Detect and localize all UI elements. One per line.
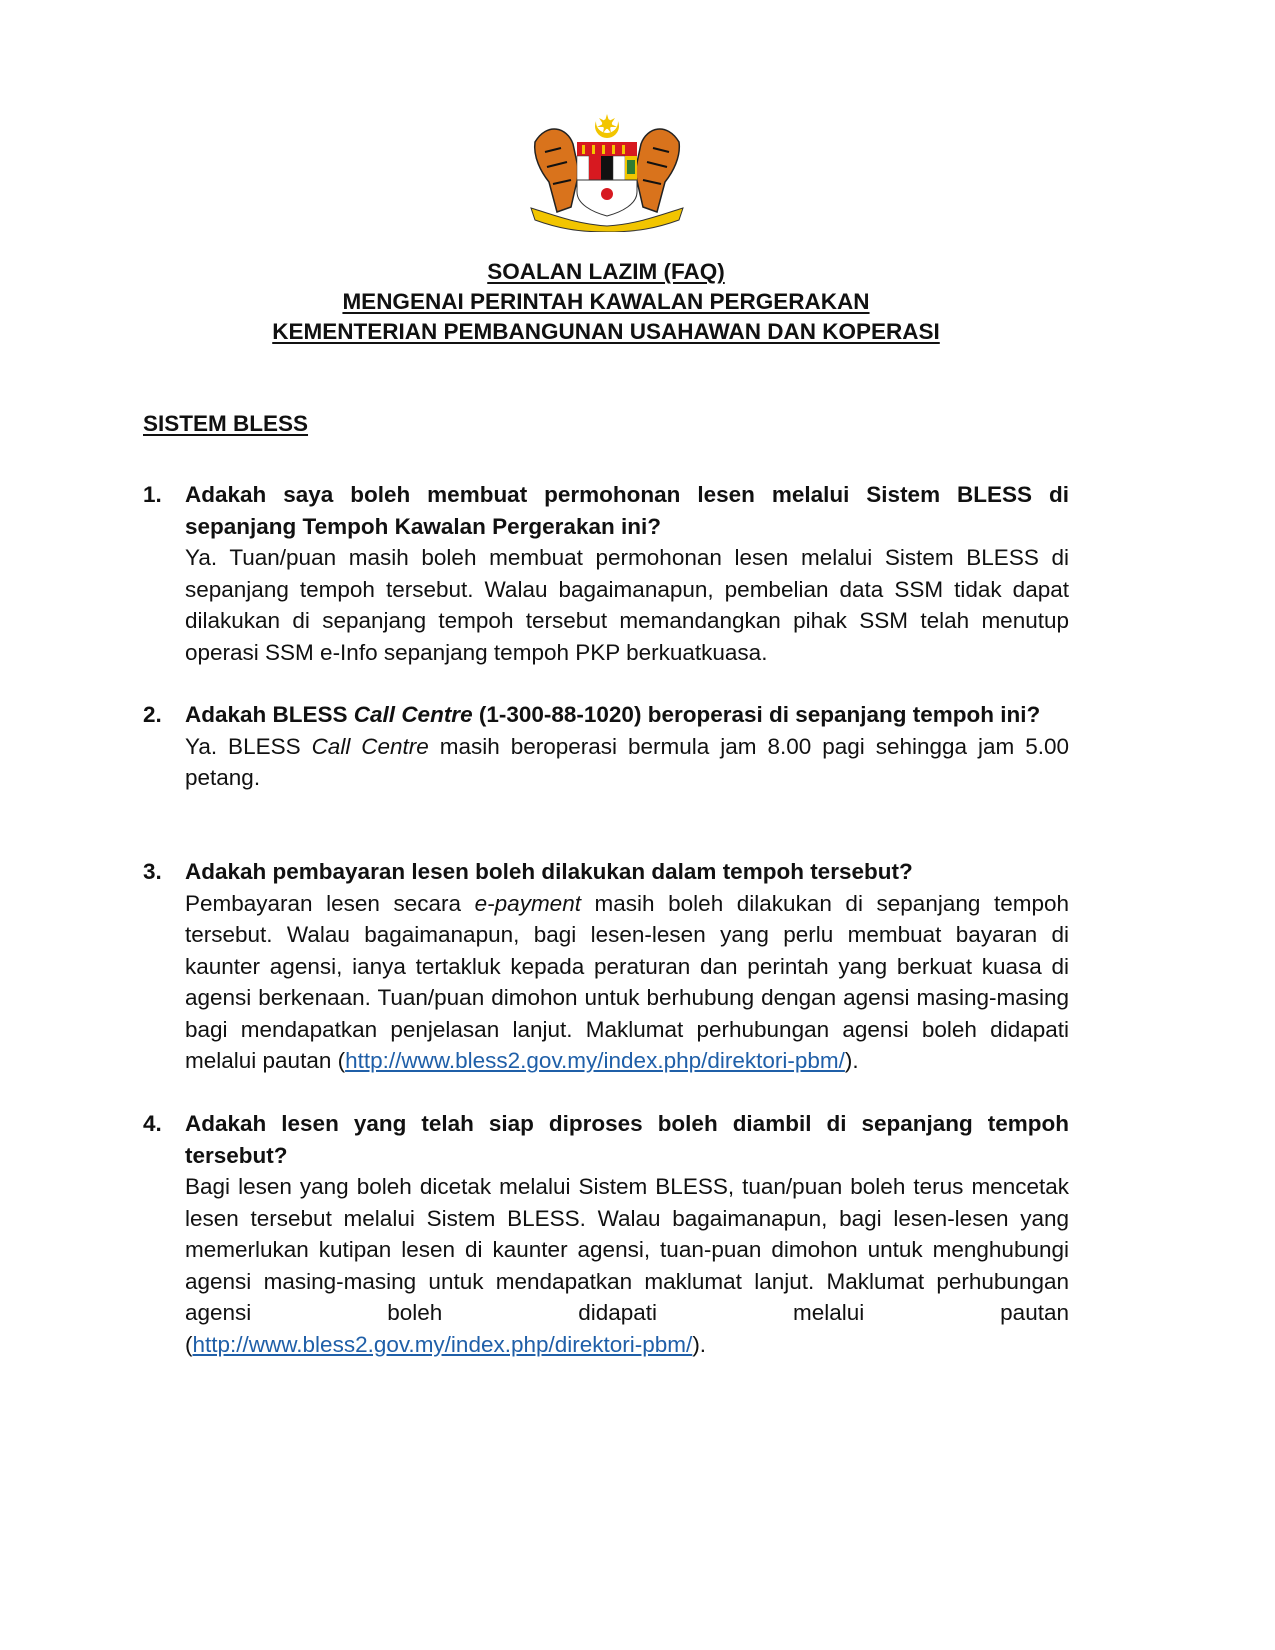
answer-italic: Call Centre	[311, 733, 429, 759]
coat-of-arms-icon	[527, 112, 687, 232]
title-line-2: MENGENAI PERINTAH KAWALAN PERGERAKAN	[342, 289, 870, 314]
answer-text: masih boleh dilakukan di sepanjang tempoh tersebut. Walau bagaimanapun, bagi lesen-lesen yang perlu membuat bayaran di kaunter agensi, ianya tertakluk kepada peraturan dan perintah yang berkuat kuasa di agensi berkenaan. Tuan/puan dimohon untuk berhubung dengan agensi masing-masing bagi mendapatkan penjelasan lanjut. Maklumat perhubungan agensi boleh didapati melalui pautan (	[185, 890, 1070, 1073]
faq-item-4	[143, 1108, 1069, 1360]
faq-answer	[185, 731, 1069, 794]
faq-item-2	[143, 699, 1069, 794]
faq-number: 4.	[143, 1111, 162, 1136]
faq-question: Adakah saya boleh membuat permohonan lesen melalui Sistem BLESS di sepanjang Tempoh Kawalan Pergerakan ini?	[185, 482, 1069, 539]
faq-answer: Ya. Tuan/puan masih boleh membuat permohonan lesen melalui Sistem BLESS di sepanjang tempoh tersebut. Walau bagaimanapun, pembelian data SSM tidak dapat dilakukan di sepanjang tempoh tersebut memandangkan pihak SSM telah menutup operasi SSM e-Info sepanjang tempoh PKP berkuatkuasa.	[185, 545, 1069, 665]
faq-question: Adakah lesen yang telah siap diproses boleh diambil di sepanjang tempoh tersebut?	[185, 1111, 1069, 1168]
faq-question: Adakah pembayaran lesen boleh dilakukan dalam tempoh tersebut?	[185, 859, 913, 884]
answer-text: masih beroperasi bermula jam 8.00 pagi sehingga jam 5.00 petang.	[185, 733, 1069, 790]
title-line-1: SOALAN LAZIM (FAQ)	[487, 259, 725, 284]
question-text: Adakah BLESS	[185, 702, 354, 727]
answer-text: (	[185, 1331, 193, 1357]
question-italic: Call Centre	[353, 702, 473, 727]
faq-item-1	[143, 479, 1069, 668]
directory-link[interactable]: http://www.bless2.gov.my/index.php/direktori-pbm/	[192, 1331, 693, 1357]
faq-answer	[185, 888, 1069, 1077]
section-heading: SISTEM BLESS	[143, 411, 309, 436]
faq-number: 1.	[143, 482, 162, 507]
directory-link[interactable]: http://www.bless2.gov.my/index.php/direktori-pbm/	[345, 1048, 845, 1073]
document-title-block	[0, 257, 1212, 347]
title-line-3: KEMENTERIAN PEMBANGUNAN USAHAWAN DAN KOPERASI	[272, 319, 940, 344]
answer-italic: e-payment	[474, 890, 581, 916]
answer-text: Ya. BLESS	[185, 733, 312, 759]
faq-question	[185, 699, 1069, 731]
faq-answer: Bagi lesen yang boleh dicetak melalui Sistem BLESS, tuan/puan boleh terus mencetak lesen tersebut melalui Sistem BLESS. Walau bagaimanapun, bagi lesen-lesen yang memerlukan kutipan lesen di kaunter agensi, tuan-puan dimohon untuk menghubungi agensi masing-masing untuk mendapatkan maklumat lanjut. Maklumat perhubungan agensi boleh didapati melalui pautan	[185, 1174, 1069, 1325]
faq-number: 3.	[143, 859, 162, 884]
faq-item-3	[143, 856, 1069, 1077]
answer-text: ).	[844, 1048, 859, 1073]
answer-text: ).	[692, 1331, 707, 1357]
answer-text: Pembayaran lesen secara	[185, 890, 475, 916]
faq-answer-link-line	[185, 1329, 1069, 1361]
question-text: (1-300-88-1020) beroperasi di sepanjang tempoh ini?	[472, 702, 1041, 727]
faq-number: 2.	[143, 702, 162, 727]
